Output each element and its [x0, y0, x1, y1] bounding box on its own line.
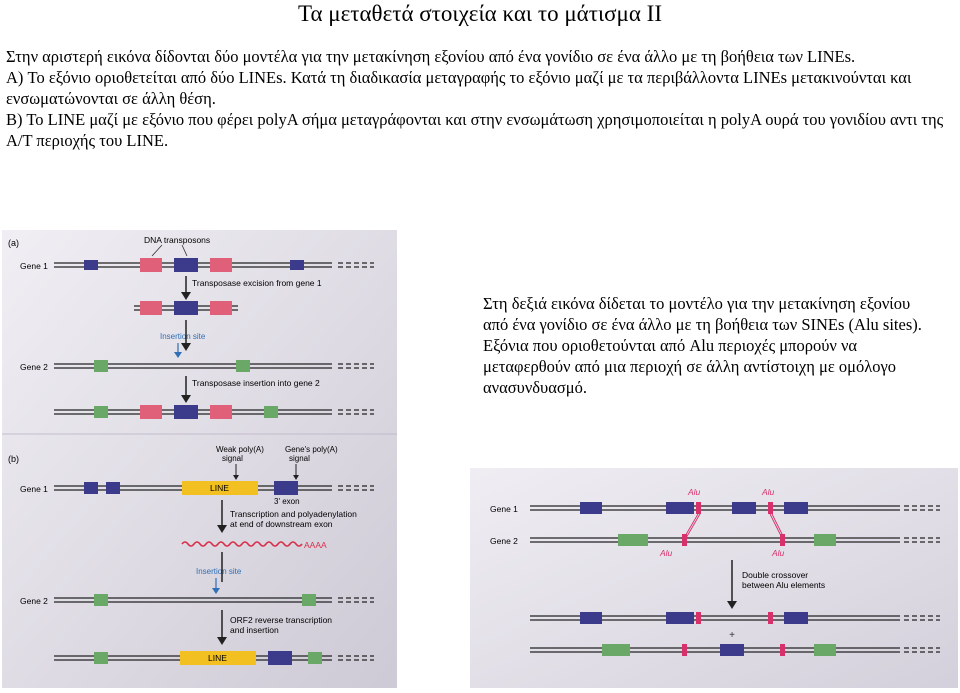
excision-label: Transposase excision from gene 1: [192, 278, 322, 288]
gene2-label: Gene 2: [490, 536, 518, 546]
line-inserted-label: LINE: [208, 653, 227, 663]
gene2-label: Gene 2: [20, 362, 48, 372]
crossover-label-2: between Alu elements: [742, 580, 826, 590]
figure-line-models: [2, 230, 397, 688]
insertion-label: Transposase insertion into gene 2: [192, 378, 320, 388]
gene1-label: Gene 1: [490, 504, 518, 514]
alu-label-2: Alu: [762, 487, 775, 497]
gene2-b-label: Gene 2: [20, 596, 48, 606]
right-description: [483, 293, 923, 398]
intro-text: [6, 46, 956, 151]
figure-alu-crossover: [470, 468, 958, 688]
transcription-label: Transcription and polyadenylation: [230, 509, 357, 519]
gene1-label: Gene 1: [20, 261, 48, 271]
insertion-site-label: Insertion site: [160, 332, 206, 341]
intro-paragraph: Στην αριστερή εικόνα δίδονται δύο μοντέλα για την μετακίνηση εξονίου από ένα γονίδιο σε ένα άλλο με τη βοήθεια των LINEs.: [6, 47, 856, 66]
page-title: Τα μεταθετά στοιχεία και το μάτισμα ΙΙ: [298, 1, 662, 26]
panel-b-label: (b): [8, 454, 19, 464]
transcription-label-2: at end of downstream exon: [230, 519, 333, 529]
alu-label-3: Alu: [660, 548, 673, 558]
right-paragraph-2: Εξόνια που οριοθετούνται από Alu περιοχές μπορούν να μεταφερθούν από μια περιοχή σε άλλη αντίστοιχη με ομόλογο ανασυνδυασμό.: [483, 336, 897, 397]
genes-polya-signal: signal: [289, 454, 310, 463]
gene1-b-label: Gene 1: [20, 484, 48, 494]
orf2-label-2: and insertion: [230, 625, 279, 635]
polya-tail-label: AAAA: [304, 540, 327, 550]
weak-polya-signal: signal: [222, 454, 243, 463]
panel-a-label: (a): [8, 238, 19, 248]
svg-text:+: +: [729, 630, 735, 641]
exon3-label: 3' exon: [274, 497, 300, 506]
genes-polya-label: Gene's poly(A): [285, 445, 338, 454]
alu-label-4: Alu: [772, 548, 785, 558]
right-paragraph-1: Στη δεξιά εικόνα δίδεται το μοντέλο για την μετακίνηση εξονίου από ένα γονίδιο σε ένα άλλο με τη βοήθεια των SINEs (Alu sites).: [483, 294, 922, 334]
line-element-label: LINE: [210, 483, 229, 493]
weak-polya-label: Weak poly(A): [216, 445, 264, 454]
dna-transposons-label: DNA transposons: [144, 235, 211, 245]
orf2-label: ORF2 reverse transcription: [230, 615, 333, 625]
alu-label-1: Alu: [688, 487, 701, 497]
excised-segment: [134, 301, 238, 315]
intro-paragraph-b: B) To LINE μαζί με εξόνιο που φέρει polyA σήμα μεταγράφονται και στην ενσωμάτωση χρησιμοποιείται η polyA ουρά του γονιδίου αντι της Α/Τ περιοχής του LINE.: [6, 110, 944, 150]
intro-paragraph-a: A) Το εξόνιο οριοθετείται από δύο LINEs. Κατά τη διαδικασία μεταγραφής το εξόνιο μαζί με τα περιβάλλοντα LINEs μετακινούνται και ενσωματώνονται σε άλλη θέση.: [6, 68, 912, 108]
insertion-site-b-label: Insertion site: [196, 567, 242, 576]
crossover-label: Double crossover: [742, 570, 809, 580]
